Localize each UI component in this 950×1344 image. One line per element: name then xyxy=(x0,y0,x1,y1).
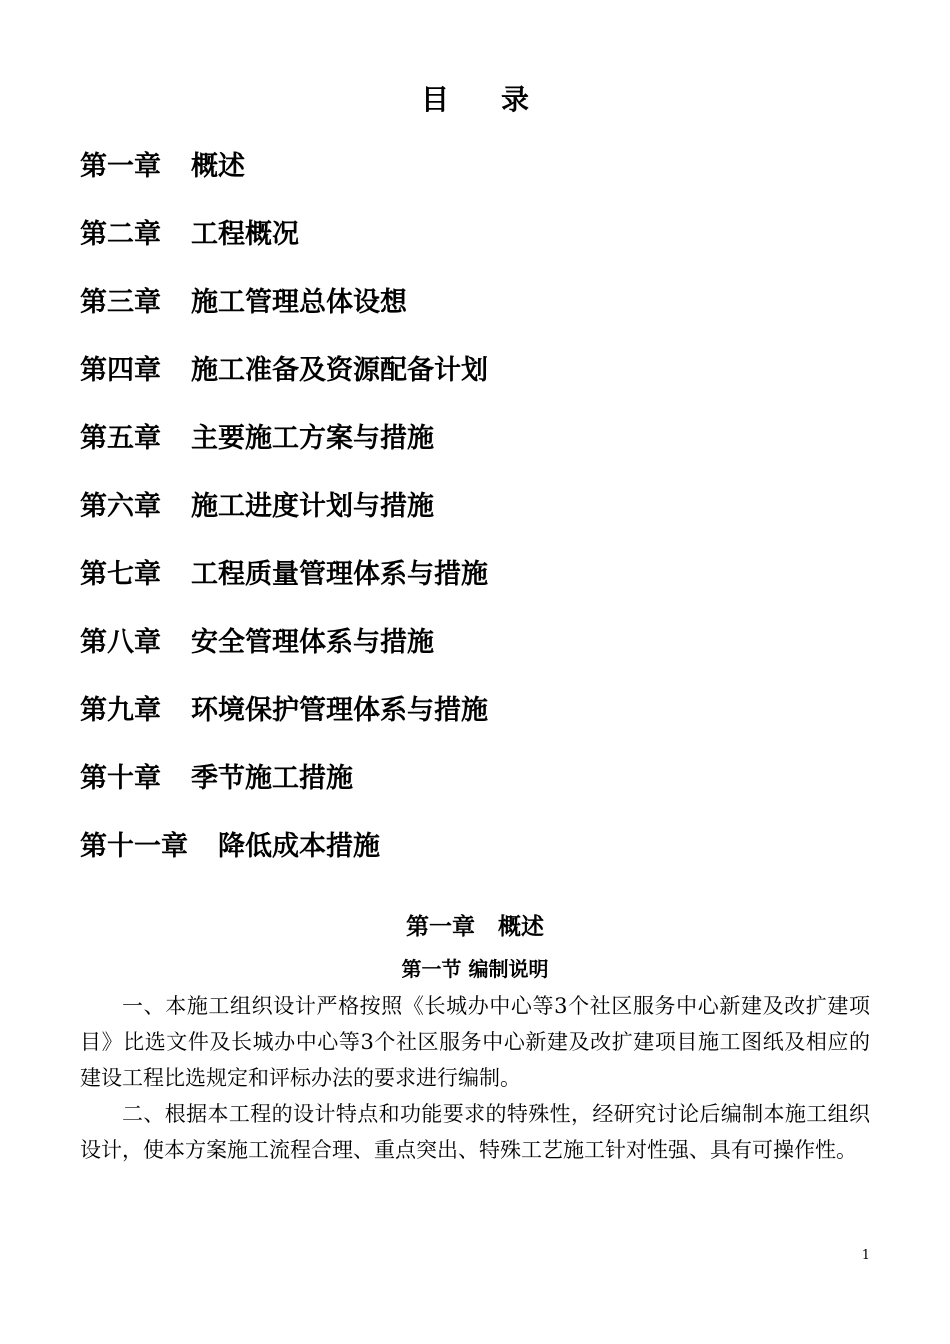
toc-chapter-number: 第九章 xyxy=(80,695,161,726)
toc-chapter-number: 第六章 xyxy=(80,491,161,522)
page-number: 1 xyxy=(861,1248,870,1263)
toc-list xyxy=(80,145,488,893)
toc-chapter-number: 第八章 xyxy=(80,627,161,658)
toc-item-10[interactable] xyxy=(80,757,488,825)
toc-title: 目录 xyxy=(420,83,581,116)
toc-chapter-number: 第五章 xyxy=(80,423,161,454)
toc-chapter-title: 降低成本措施 xyxy=(218,831,380,862)
toc-chapter-number: 第一章 xyxy=(80,151,161,182)
toc-item-8[interactable] xyxy=(80,621,488,689)
toc-chapter-title: 施工进度计划与措施 xyxy=(191,491,434,522)
toc-item-2[interactable] xyxy=(80,213,488,281)
toc-chapter-title: 安全管理体系与措施 xyxy=(191,627,434,658)
toc-chapter-title: 工程概况 xyxy=(191,219,299,250)
toc-chapter-number: 第二章 xyxy=(80,219,161,250)
toc-chapter-title: 施工准备及资源配备计划 xyxy=(191,355,488,386)
toc-chapter-number: 第七章 xyxy=(80,559,161,590)
toc-chapter-title: 主要施工方案与措施 xyxy=(191,423,434,454)
toc-chapter-title: 环境保护管理体系与措施 xyxy=(191,695,488,726)
toc-item-9[interactable] xyxy=(80,689,488,757)
toc-item-6[interactable] xyxy=(80,485,488,553)
toc-chapter-title: 工程质量管理体系与措施 xyxy=(191,559,488,590)
toc-chapter-number: 第十章 xyxy=(80,763,161,794)
chapter-heading: 第一章 概述 xyxy=(406,913,544,940)
toc-item-4[interactable] xyxy=(80,349,488,417)
toc-chapter-title: 施工管理总体设想 xyxy=(191,287,407,318)
section-heading: 第一节 编制说明 xyxy=(401,957,549,981)
toc-chapter-title: 概述 xyxy=(191,151,245,182)
paragraph: 二、根据本工程的设计特点和功能要求的特殊性，经研究讨论后编制本施工组织设计，使本方案施工流程合理、重点突出、特殊工艺施工针对性强、具有可操作性。 xyxy=(80,1102,870,1162)
paragraph: 一、本施工组织设计严格按照《长城办中心等3个社区服务中心新建及改扩建项目》比选文件及长城办中心等3个社区服务中心新建及改扩建项目施工图纸及相应的建设工程比选规定和评标办法的要求进行编制。 xyxy=(80,994,870,1090)
toc-item-3[interactable] xyxy=(80,281,488,349)
toc-item-11[interactable] xyxy=(80,825,488,893)
toc-item-7[interactable] xyxy=(80,553,488,621)
toc-item-5[interactable] xyxy=(80,417,488,485)
toc-item-1[interactable] xyxy=(80,145,488,213)
toc-chapter-number: 第三章 xyxy=(80,287,161,318)
toc-chapter-number: 第十一章 xyxy=(80,831,188,862)
toc-chapter-title: 季节施工措施 xyxy=(191,763,353,794)
toc-chapter-number: 第四章 xyxy=(80,355,161,386)
body-text xyxy=(80,988,870,1168)
